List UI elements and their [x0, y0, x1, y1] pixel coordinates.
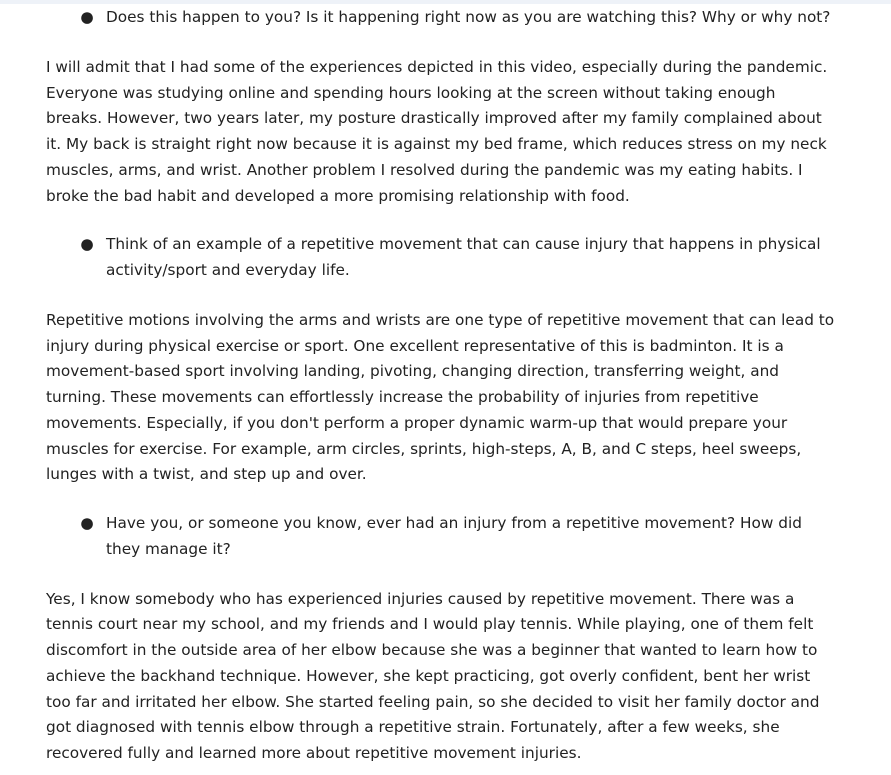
answer-paragraph-1: I will admit that I had some of the experiences depicted in this video, especially during the pandemic. Everyone was studying online and spending hours looking at the screen without taking enough breaks. However, two years later, my posture drastically improved after my family complained about it. My back is straight right now because it is against my bed frame, which reduces stress on my neck muscles, arms, and wrist. Another problem I resolved during the pandemic was my eating habits. I broke the bad habit and developed a more promising relationship with food. [46, 57, 828, 205]
question-bullet-3 [46, 511, 836, 563]
question-bullet-1 [46, 5, 836, 31]
bullet-icon: ● [80, 514, 94, 532]
answer-paragraph-2: Repetitive motions involving the arms and wrists are one type of repetitive movement that can lead to injury during physical exercise or sport. One excellent representative of this is badminton. It is a movement-based sport involving landing, pivoting, changing direction, transferring weight, and turning. These movements can effortlessly increase the probability of injuries from repetitive movements. Especially, if you don't perform a proper dynamic warm-up that would prepare your muscles for exercise. For example, arm circles, sprints, high-steps, A, B, and C steps, heel sweeps, lunges with a twist, and step up and over. [46, 310, 835, 484]
document-body [46, 5, 836, 767]
question-bullet-2 [46, 232, 836, 284]
bullet-icon: ● [80, 8, 94, 26]
answer-paragraph-3: Yes, I know somebody who has experienced injuries caused by repetitive movement. There was a tennis court near my school, and my friends and I would play tennis. While playing, one of them felt discomfort in the outside area of her elbow because she was a beginner that wanted to learn how to achieve the backhand technique. However, she kept practicing, got overly confident, bent her wrist too far and irritated her elbow. She started feeling pain, so she decided to visit her family doctor and got diagnosed with tennis elbow through a repetitive strain. Fortunately, after a few weeks, she recovered fully and learned more about repetitive movement injuries. [46, 589, 820, 762]
top-edge-divider [0, 0, 891, 4]
bullet-icon: ● [80, 235, 94, 254]
question-text: Think of an example of a repetitive movement that can cause injury that happens in physical activity/sport and everyday life. [106, 235, 821, 279]
question-text: Does this happen to you? Is it happening right now as you are watching this? Why or why not? [106, 8, 831, 26]
question-text: Have you, or someone you know, ever had an injury from a repetitive movement? How did they manage it? [106, 514, 802, 558]
